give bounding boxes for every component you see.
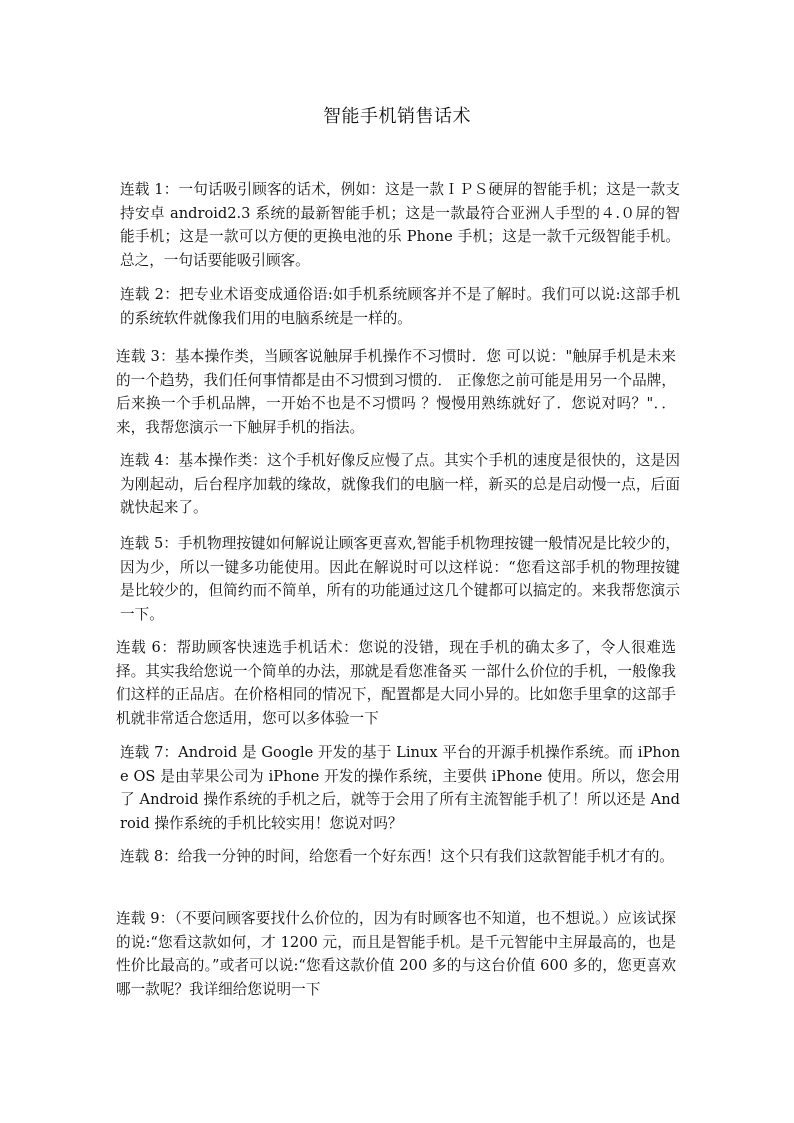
paragraph-2: 连载 2：把专业术语变成通俗语:如手机系统顾客并不是了解时。我们可以说:这部手机的系统软件就像我们用的电脑系统是一样的。 xyxy=(120,286,680,327)
paragraph-9: 连载 9：（不要问顾客要找什么价位的，因为有时顾客也不知道，也不想说。）应该试探的说:“您看这款如何，才 1200 元，而且是智能手机。是千元智能中主屏最高的，也是性价比最高的。”或者可以说:“您看这款价值 200 多的与这台价值 600 多的，您更喜欢哪一款呢？我详细给您说明一下 xyxy=(116,910,676,998)
paragraph-7: 连载 7：Android 是 Google 开发的基于 Linux 平台的开源手机操作系统。而 iPhone OS 是由苹果公司为 iPhone 开发的操作系统，主要供 iPhone 使用。所以，您会用了 Android 操作系统的手机之后，就等于会用了所有主流智能手机了！所以还是 Android 操作系统的手机比较实用！您说对吗？ xyxy=(120,744,680,832)
paragraph-5: 连载 5：手机物理按键如何解说让顾客更喜欢,智能手机物理按键一般情况是比较少的，因为少，所以一键多功能使用。因此在解说时可以这样说：“您看这部手机的物理按键是比较少的，但简约而不简单，所有的功能通过这几个键都可以搞定的。来我帮您演示一下。 xyxy=(120,535,680,623)
document-title: 智能手机销售话术 xyxy=(323,106,471,127)
paragraph-1: 连载 1：一句话吸引顾客的话术，例如：这是一款ＩＰＳ硬屏的智能手机；这是一款支持安卓 android2.3 系统的最新智能手机；这是一款最符合亚洲人手型的４.０屏的智能手机；这是一款可以方便的更换电池的乐 Phone 手机；这是一款千元级智能手机。总之，一句话要能吸引顾客。 xyxy=(120,181,680,269)
paragraph-6: 连载 6：帮助顾客快速选手机话术：您说的没错，现在手机的确太多了，令人很难选择。其实我给您说一个简单的办法，那就是看您准备买 一部什么价位的手机，一般像我们这样的正品店。在价格相同的情况下，配置都是大同小异的。比如您手里拿的这部手机就非常适合您适用，您可以多体验一下 xyxy=(116,639,676,727)
paragraph-4: 连载 4：基本操作类：这个手机好像反应慢了点。其实个手机的速度是很快的，这是因为刚起动，后台程序加载的缘故，就像我们的电脑一样，新买的总是启动慢一点，后面就快起来了。 xyxy=(120,452,680,516)
paragraph-8: 连载 8：给我一分钟的时间，给您看一个好东西！这个只有我们这款智能手机才有的。 xyxy=(120,848,674,865)
paragraph-3: 连载 3：基本操作类，当顾客说触屏手机操作不习惯时．您 可以说："触屏手机是未来的一个趋势，我们任何事情都是由不习惯到习惯的． 正像您之前可能是用另一个品牌，后来换一个手机品牌，一开始不也是不习惯吗 ？慢慢用熟练就好了．您说对吗？"．．来，我帮您演示一下触屏手机的指法。 xyxy=(116,348,676,436)
